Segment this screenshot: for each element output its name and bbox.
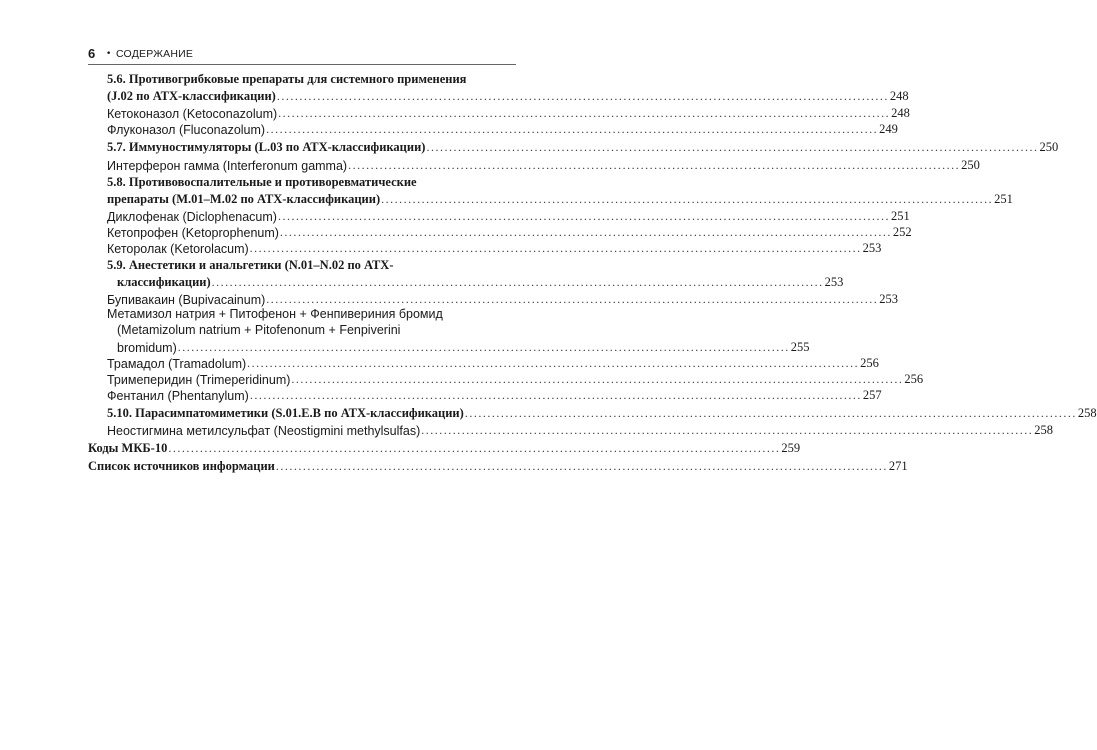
toc-page-number: 253: [824, 275, 844, 289]
toc-page-number: 252: [892, 225, 912, 239]
toc-page-number: 251: [994, 192, 1013, 206]
toc-page-number: 259: [781, 441, 801, 455]
toc-item-label: Фентанил (Phentanylum): [107, 389, 249, 403]
toc-sources[interactable]: [88, 458, 908, 474]
toc-page-number: 253: [862, 241, 882, 255]
toc-item-label: Интерферон гамма (Interferonum gamma): [107, 159, 348, 173]
leader-dots: ........................................................................................................................................: [266, 122, 879, 136]
toc-item-fluconazole[interactable]: [107, 121, 898, 137]
toc-icd-codes[interactable]: [88, 440, 801, 456]
toc-section-5-6-title: 5.6. Противогрибковые препараты для системного применения: [107, 72, 467, 86]
toc-page-number: 257: [862, 388, 882, 402]
toc-item-trimeperidine[interactable]: [107, 371, 924, 387]
toc-section-5-9[interactable]: [117, 274, 844, 290]
toc-item-neostigmine[interactable]: [107, 422, 1053, 438]
toc-item-metamizole-line2: (Metamizolum natrium + Pitofenonum + Fenpiverini: [117, 323, 401, 337]
toc-page-number: 251: [890, 209, 910, 223]
toc-item-interferon-gamma[interactable]: [107, 157, 980, 173]
leader-dots: ........................................................................................................................................: [278, 106, 891, 120]
running-header: [88, 46, 516, 65]
toc-page-number: 249: [879, 122, 898, 136]
toc-section-5-7[interactable]: [107, 139, 1059, 155]
toc-page-number: 271: [888, 459, 908, 473]
bullet-icon: •: [106, 49, 112, 59]
page-number: 6: [88, 46, 96, 61]
running-title: СОДЕРЖАНИЕ: [116, 48, 194, 60]
toc-item-metamizole[interactable]: [117, 339, 810, 355]
toc-page-number: 248: [889, 89, 909, 103]
leader-dots: ........................................................................................................................................: [464, 406, 1077, 420]
toc-page-number: 258: [1034, 423, 1053, 437]
leader-dots: ........................................................................................................................................: [249, 241, 862, 255]
toc-item-label: Диклофенак (Diclophenacum): [107, 210, 277, 224]
toc-page-number: 258: [1077, 406, 1097, 420]
toc-item-label: Неостигмина метилсульфат (Neostigmini methylsulfas): [107, 424, 421, 438]
toc-page-number: 255: [790, 340, 810, 354]
toc-section-5-9-code: классификации): [117, 275, 211, 289]
toc-item-label: Кетоконазол (Ketoconazolum): [107, 107, 278, 121]
leader-dots: ........................................................................................................................................: [381, 192, 994, 206]
leader-dots: ........................................................................................................................................: [247, 356, 860, 370]
toc-section-label: Коды МКБ-10: [88, 441, 168, 455]
toc-section-label: 5.7. Иммуностимуляторы (L.03 по АТХ-классификации): [107, 140, 426, 154]
toc-item-label: Бупивакаин (Bupivacainum): [107, 293, 266, 307]
toc-page-number: 253: [879, 292, 899, 306]
leader-dots: ........................................................................................................................................: [168, 441, 781, 455]
toc-page-number: 248: [891, 106, 910, 120]
toc-section-label: 5.10. Парасимпатомиметики (S.01.E.B по АТХ-классификации): [107, 406, 464, 420]
leader-dots: ........................................................................................................................................: [177, 340, 790, 354]
leader-dots: ........................................................................................................................................: [211, 275, 824, 289]
leader-dots: ........................................................................................................................................: [249, 388, 862, 402]
toc-section-5-6-code: (J.02 по АТХ-классификации): [107, 89, 276, 103]
toc-page-number: 256: [860, 356, 879, 370]
toc-item-ketoconazole[interactable]: [107, 105, 910, 121]
toc-section-5-8[interactable]: [107, 191, 1013, 207]
leader-dots: ........................................................................................................................................: [426, 140, 1039, 154]
toc-item-label: bromidum): [117, 341, 177, 355]
toc-section-5-8-code: препараты (M.01–M.02 по АТХ-классификации): [107, 192, 381, 206]
toc-item-ketorolac[interactable]: [107, 240, 882, 256]
toc-item-fentanyl[interactable]: [107, 387, 882, 403]
leader-dots: ........................................................................................................................................: [348, 158, 961, 172]
toc-item-tramadol[interactable]: [107, 355, 879, 371]
leader-dots: ........................................................................................................................................: [266, 292, 879, 306]
toc-page-number: 250: [961, 158, 980, 172]
toc-item-label: Трамадол (Tramadolum): [107, 357, 247, 371]
toc-page-number: 256: [904, 372, 924, 386]
toc-item-label: Кетопрофен (Ketoprophenum): [107, 226, 279, 240]
toc-section-5-9-title: 5.9. Анестетики и анальгетики (N.01–N.02 по АТХ-: [107, 258, 394, 272]
toc-item-label: Кеторолак (Ketorolacum): [107, 242, 249, 256]
toc-section-label: Список источников информации: [88, 459, 275, 473]
toc-item-ketoprofen[interactable]: [107, 224, 912, 240]
toc-item-label: Тримеперидин (Trimeperidinum): [107, 373, 291, 387]
toc-item-metamizole-line1: Метамизол натрия + Питофенон + Фенпивериния бромид: [107, 307, 443, 321]
leader-dots: ........................................................................................................................................: [421, 423, 1034, 437]
toc-item-label: Флуконазол (Fluconazolum): [107, 123, 266, 137]
leader-dots: ........................................................................................................................................: [275, 459, 888, 473]
toc-item-diclofenac[interactable]: [107, 208, 910, 224]
leader-dots: ........................................................................................................................................: [291, 372, 904, 386]
toc-page-number: 250: [1039, 140, 1059, 154]
toc-section-5-10[interactable]: [107, 405, 1097, 421]
toc-section-5-6[interactable]: [107, 88, 909, 104]
toc-item-bupivacaine[interactable]: [107, 291, 899, 307]
toc-section-5-8-title: 5.8. Противовоспалительные и противоревматические: [107, 175, 417, 189]
leader-dots: ........................................................................................................................................: [276, 89, 889, 103]
leader-dots: ........................................................................................................................................: [277, 209, 890, 223]
leader-dots: ........................................................................................................................................: [279, 225, 892, 239]
